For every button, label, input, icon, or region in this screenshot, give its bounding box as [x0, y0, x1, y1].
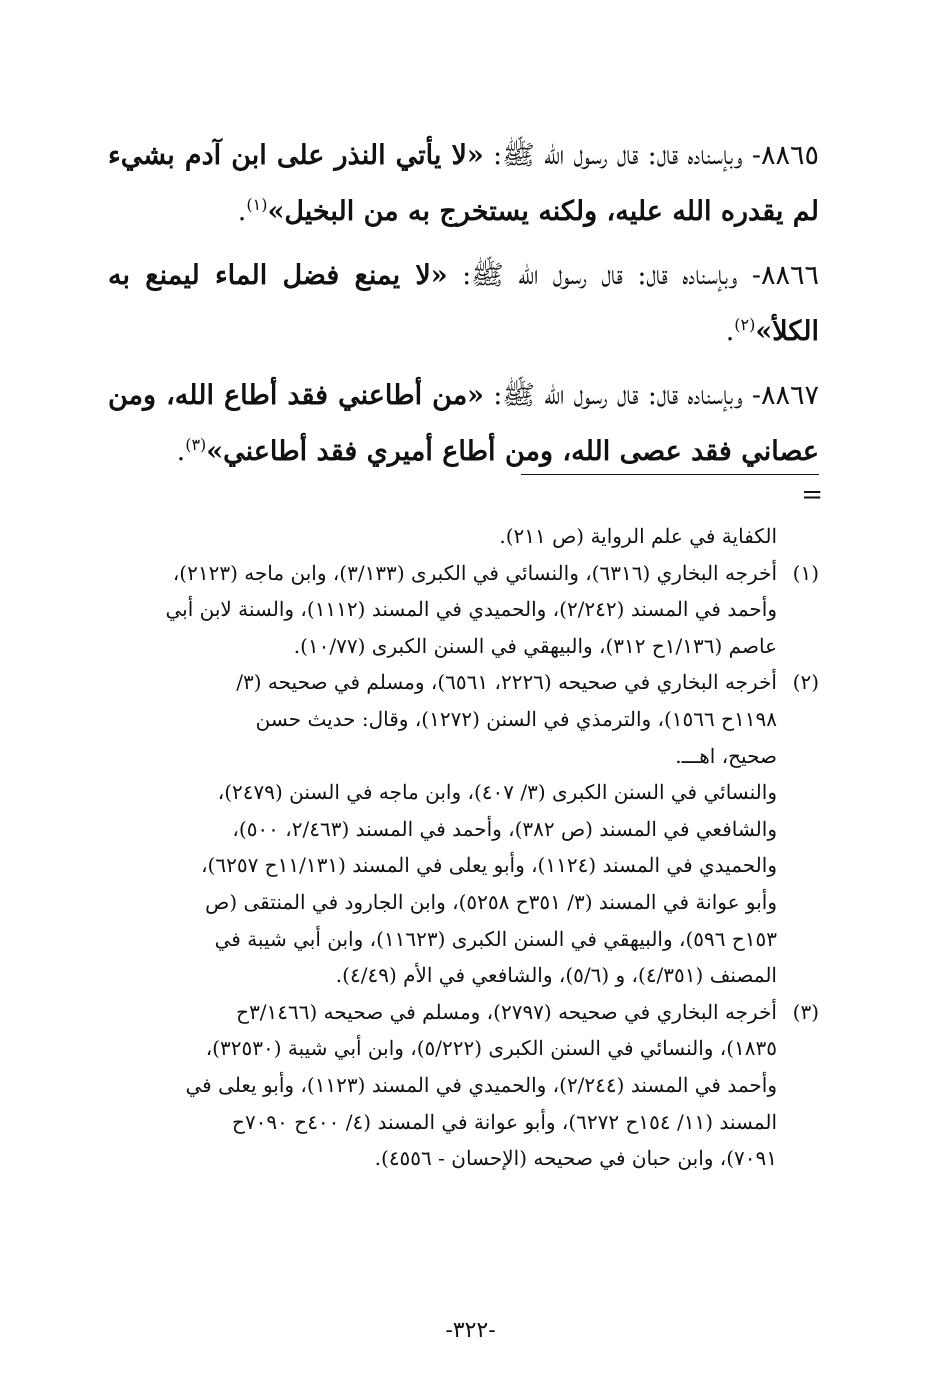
hadith-8867: ٨٨٦٧- وبإسناده قال: قال رسول الله ﷺ: «من أطاعني فقد أطاع الله، ومن عصاني فقد عصى الله، ومن أطاع أميري فقد أطاعني»$^{(٣)}$.: [108, 380, 819, 467]
footnote-ref: (٣): [185, 435, 207, 454]
hadith-8865: ٨٨٦٥- وبإسناده قال: قال رسول الله ﷺ: «لا يأتي النذر على ابن آدم بشيء لم يقدره الله عليه، ولكنه يستخرج به من البخيل»$^{(١)}$.: [108, 140, 819, 227]
footnote-2: [108, 664, 819, 774]
footnote-body: [108, 664, 777, 774]
footnote-line: المصنف (٤/٣٥١)، و (٥/٦)، والشافعي في الأم (٤/٤٩).: [335, 963, 777, 988]
hadith-intro: وبإسناده قال: قال رسول الله ﷺ:: [462, 260, 738, 291]
footnote-1: [108, 555, 819, 665]
footnote-line: أخرجه البخاري في صحيحه (٢٢٢٦، ٦٥٦١)، ومسلم في صحيحه (٣/: [236, 670, 777, 695]
footnote-line: عاصم (١/١٣٦ح ٣١٢)، والبيهقي في السنن الكبرى (١٠/٧٧).: [293, 633, 777, 658]
page-number: -٣٢٢-: [445, 1318, 496, 1343]
hadith-quote: «لا يأتي النذر على ابن آدم بشيء لم يقدره الله عليه، ولكنه يستخرج به من البخيل»: [108, 140, 819, 227]
hadith-number: ٨٨٦٦-: [751, 260, 819, 291]
hadith-number: ٨٨٦٥-: [751, 140, 819, 171]
hadith-intro: وبإسناده قال: قال رسول الله ﷺ:: [493, 380, 743, 411]
footnote-line: والحميدي في المسند (١١٢٤)، وأبو يعلى في المسند (١١/١٣١ح ٦٢٥٧)،: [201, 853, 777, 878]
footnote-body: [108, 555, 777, 665]
footnote-line: والنسائي في السنن الكبرى (٣/ ٤٠٧)، وابن ماجه في السنن (٢٤٧٩)،: [217, 780, 777, 805]
hadith-quote: «لا يمنع فضل الماء ليمنع به الكلأ»: [108, 260, 819, 347]
footnote-3: [108, 994, 819, 1177]
footnote-line: ١٨٣٥)، والنسائي في السنن الكبرى (٥/٢٢٢)، وابن أبي شيبة (٣٢٥٣٠)،: [205, 1036, 777, 1061]
footnote-ref: (١): [246, 195, 268, 214]
footnote-line: وأحمد في المسند (٢/٢٤٢)، والحميدي في المسند (١١١٢)، والسنة لابن أبي: [165, 597, 777, 622]
continuation-mark: =: [801, 480, 823, 510]
footnote-line: المسند (١١/ ١٥٤ح ٦٢٧٢)، وأبو عوانة في المسند (٤/ ٤٠٠ح ٧٠٩٠ح: [232, 1109, 777, 1134]
footnote-carryover: الكفاية في علم الرواية (ص ٢١١).: [499, 524, 777, 548]
footnote-line: ١١٩٨ح ١٥٦٦)، والترمذي في السنن (١٢٧٢)، وقال: حديث حسن: [255, 706, 777, 731]
footnote-line: صحيح، اهـــ.: [675, 743, 777, 768]
main-text: [108, 128, 819, 488]
hadith-number: ٨٨٦٧-: [751, 380, 819, 411]
hadith-8866: ٨٨٦٦- وبإسناده قال: قال رسول الله ﷺ: «لا يمنع فضل الماء ليمنع به الكلأ»$^{(٢)}$.: [108, 260, 819, 347]
footnote-mark: (٢): [792, 670, 819, 695]
footnote-mark: (٣): [792, 999, 819, 1024]
footnote-line: ١٥٣ح ٥٩٦)، والبيهقي في السنن الكبرى (١١٦٢٣)، وابن أبي شيبة في: [214, 926, 777, 951]
footnote-line: ٧٠٩١)، وابن حبان في صحيحه (الإحسان - ٤٥٥٦).: [374, 1146, 777, 1171]
footnote-ref: (٢): [734, 315, 756, 334]
footnote-line: أخرجه البخاري في صحيحه (٢٧٩٧)، ومسلم في صحيحه (٣/١٤٦٦ح: [236, 999, 777, 1024]
footnote-line: وأحمد في المسند (٢/٢٤٤)، والحميدي في المسند (١١٢٣)، وأبو يعلى في: [185, 1072, 777, 1097]
hadith-intro: وبإسناده قال: قال رسول الله ﷺ:: [493, 140, 743, 171]
footnote-body: [108, 994, 777, 1177]
footnote-separator: [521, 474, 819, 475]
footnote-mark: (١): [792, 560, 819, 585]
hadith-quote: «من أطاعني فقد أطاع الله، ومن عصاني فقد عصى الله، ومن أطاع أميري فقد أطاعني»: [108, 380, 819, 467]
footnotes: [108, 518, 819, 1177]
footnote-line: أخرجه البخاري (٦٣١٦)، والنسائي في الكبرى (٣/١٣٣)، وابن ماجه (٢١٢٣)،: [172, 560, 777, 585]
footnote-line: والشافعي في المسند (ص ٣٨٢)، وأحمد في المسند (٢/٤٦٣، ٥٠٠)،: [232, 816, 777, 841]
footnote-line: وأبو عوانة في المسند (٣/ ٣٥١ح ٥٢٥٨)، وابن الجارود في المنتقى (ص: [205, 889, 777, 914]
footnote-2-continuation: [108, 774, 819, 994]
